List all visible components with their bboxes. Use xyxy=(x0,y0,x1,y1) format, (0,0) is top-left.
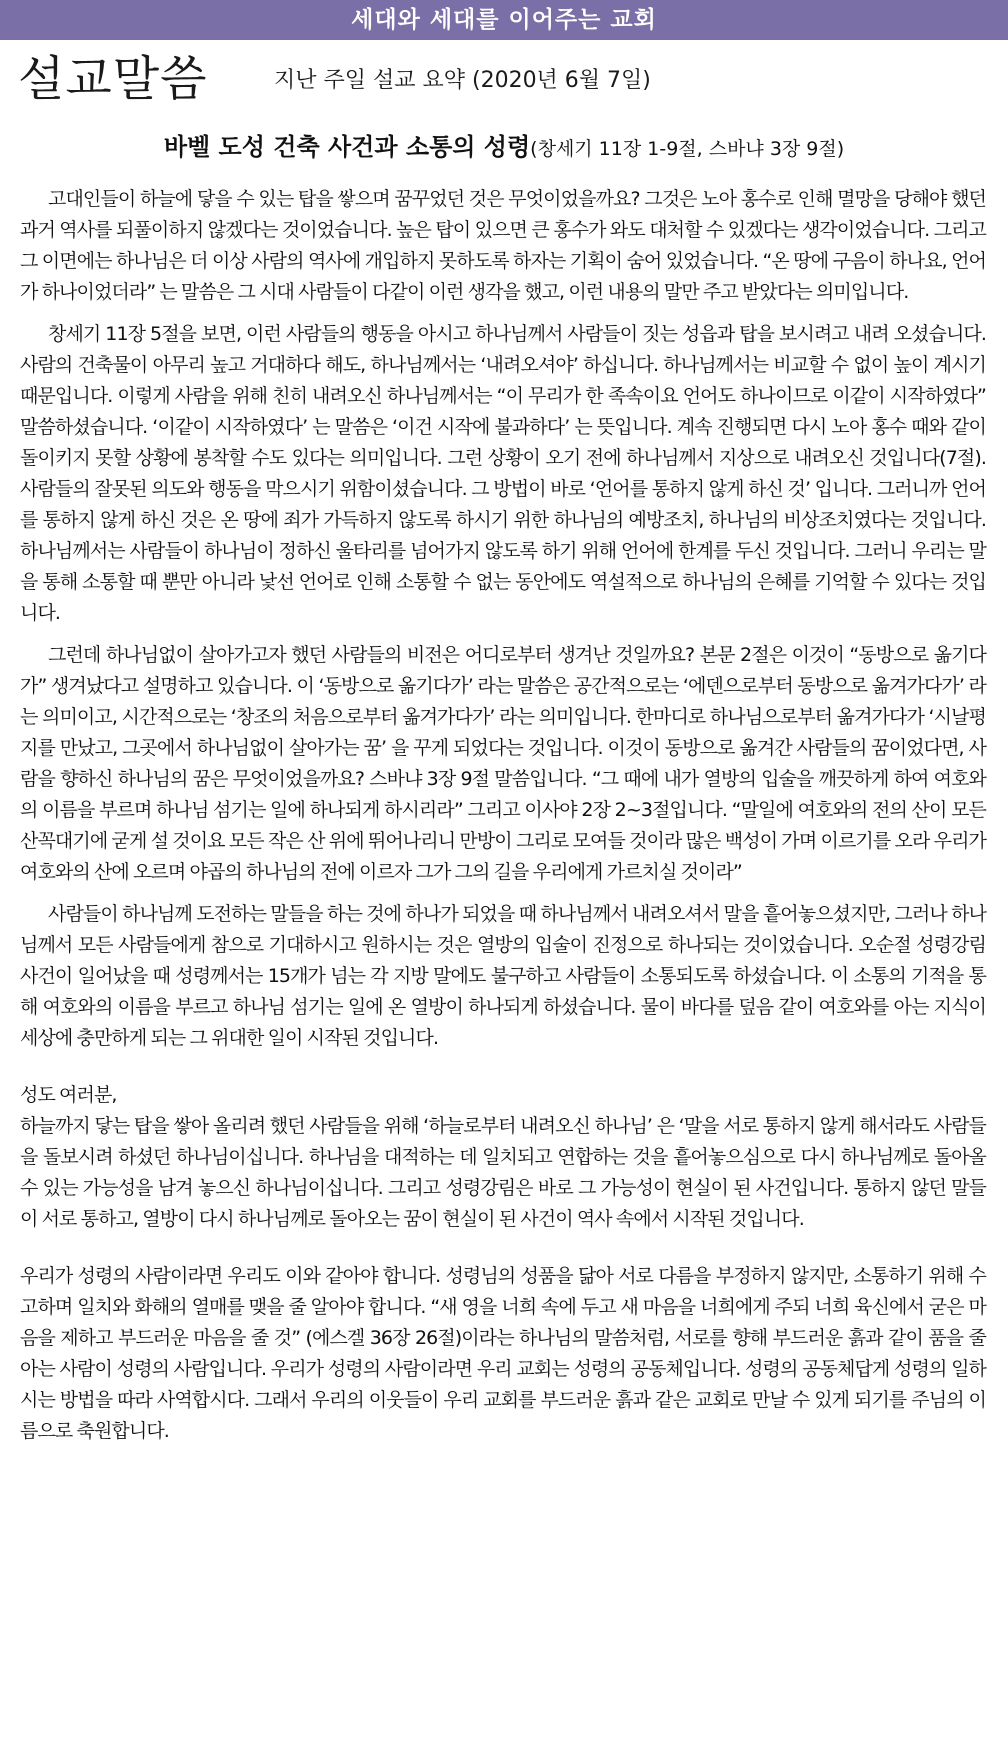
sermon-body xyxy=(20,184,986,1458)
sermon-scripture-reference: (창세기 11장 1-9절, 스바냐 3장 9절) xyxy=(530,138,845,160)
sermon-paragraph-3: 그런데 하나님없이 살아가고자 했던 사람들의 비전은 어디로부터 생겨난 것일까요? 본문 2절은 이것이 “동방으로 옮기다가” 생겨났다고 설명하고 있습니다. 이 ‘동방으로 옮기다가’ 라는 말씀은 공간적으로는 ‘에덴으로부터 동방으로 옮겨가다가’ 라는 의미이고, 시간적으로는 ‘창조의 처음으로부터 옮겨가다가’ 라는 의미입니다. 한마디로 하나님으로부터 옮겨가다가 ‘시날평지를 만났고, 그곳에서 하나님없이 살아가는 꿈’ 을 꾸게 되었다는 것입니다. 이것이 동방으로 옮겨간 사람들의 꿈이었다면, 사람을 향하신 하나님의 꿈은 무엇이었을까요? 스바냐 3장 9절 말씀입니다. “그 때에 내가 열방의 입술을 깨끗하게 하여 여호와의 이름을 부르며 하나님 섬기는 일에 하나되게 하시리라” 그리고 이사야 2장 2~3절입니다. “말일에 여호와의 전의 산이 모든 산꼭대기에 굳게 설 것이요 모든 작은 산 위에 뛰어나리니 만방이 그리로 모여들 것이라 많은 백성이 가며 이르기를 오라 우리가 여호와의 산에 오르며 야곱의 하나님의 전에 이르자 그가 그의 길을 우리에게 가르치실 것이라” xyxy=(20,644,986,883)
sermon-paragraph-1: 고대인들이 하늘에 닿을 수 있는 탑을 쌓으며 꿈꾸었던 것은 무엇이었을까요? 그것은 노아 홍수로 인해 멸망을 당해야 했던 과거 역사를 되풀이하지 않겠다는 것이었습니다. 높은 탑이 있으면 큰 홍수가 와도 대처할 수 있겠다는 생각이었습니다. 그리고 그 이면에는 하나님은 더 이상 사람의 역사에 개입하지 못하도록 하자는 기획이 숨어 있었습니다. “온 땅에 구음이 하나요, 언어가 하나이었더라” 는 말씀은 그 시대 사람들이 다같이 이런 생각을 했고, 이런 내용의 말만 주고 받았다는 의미입니다. xyxy=(20,188,986,303)
sermon-greeting: 성도 여러분, xyxy=(20,1084,117,1106)
church-banner: 세대와 세대를 이어주는 교회 xyxy=(0,0,1008,40)
sermon-paragraph-6: 우리가 성령의 사람이라면 우리도 이와 같아야 합니다. 성령님의 성품을 닮아 서로 다름을 부정하지 않지만, 소통하기 위해 수고하며 일치와 화해의 열매를 맺을 줄 알아야 합니다. “새 영을 너희 속에 두고 새 마음을 너희에게 주되 너희 육신에서 굳은 마음을 제하고 부드러운 마음을 줄 것” (에스겔 36장 26절)이라는 하나님의 말씀처럼, 서로를 향해 부드러운 흙과 같이 품을 줄 아는 사람이 성령의 사람입니다. 우리가 성령의 사람이라면 우리 교회는 성령의 공동체입니다. 성령의 공동체답게 성령의 일하시는 방법을 따라 사역합시다. 그래서 우리의 이웃들이 우리 교회를 부드러운 흙과 같은 교회로 만날 수 있게 되기를 주님의 이름으로 축원합니다. xyxy=(20,1265,986,1442)
sermon-heading xyxy=(0,128,1008,169)
sermon-title: 바벨 도성 건축 사건과 소통의 성령 xyxy=(163,133,531,161)
section-title: 설교말씀 xyxy=(18,51,208,107)
page-header xyxy=(18,46,998,114)
sermon-paragraph-5: 하늘까지 닿는 탑을 쌓아 올리려 했던 사람들을 위해 ‘하늘로부터 내려오신 하나님’ 은 ‘말을 서로 통하지 않게 해서라도 사람들을 돌보시려 하셨던 하나님이십니다. 하나님을 대적하는 데 일치되고 연합하는 것을 흩어놓으심으로 다시 하나님께로 돌아올 수 있는 가능성을 남겨 놓으신 하나님이십니다. 그리고 성령강림은 바로 그 가능성이 현실이 된 사건입니다. 통하지 않던 말들이 서로 통하고, 열방이 다시 하나님께로 돌아오는 꿈이 현실이 된 사건이 역사 속에서 시작된 것입니다. xyxy=(20,1115,986,1230)
sermon-paragraph-4: 사람들이 하나님께 도전하는 말들을 하는 것에 하나가 되었을 때 하나님께서 내려오셔서 말을 흩어놓으셨지만, 그러나 하나님께서 모든 사람들에게 참으로 기대하시고 원하시는 것은 열방의 입술이 진정으로 하나되는 것이었습니다. 오순절 성령강림사건이 일어났을 때 성령께서는 15개가 넘는 각 지방 말에도 불구하고 사람들이 소통되도록 하셨습니다. 이 소통의 기적을 통해 여호와의 이름을 부르고 하나님 섬기는 일에 온 열방이 하나되게 하셨습니다. 물이 바다를 덮음 같이 여호와를 아는 지식이 세상에 충만하게 되는 그 위대한 일이 시작된 것입니다. xyxy=(20,903,986,1049)
sermon-date-subtitle: 지난 주일 설교 요약 (2020년 6월 7일) xyxy=(274,68,651,93)
sermon-paragraph-2: 창세기 11장 5절을 보면, 이런 사람들의 행동을 아시고 하나님께서 사람들이 짓는 성읍과 탑을 보시려고 내려 오셨습니다. 사람의 건축물이 아무리 높고 거대하다 해도, 하나님께서는 ‘내려오셔야’ 하십니다. 하나님께서는 비교할 수 없이 높이 계시기 때문입니다. 이렇게 사람을 위해 친히 내려오신 하나님께서는 “이 무리가 한 족속이요 언어도 하나이므로 이같이 시작하였다” 말씀하셨습니다. ‘이같이 시작하였다’ 는 말씀은 ‘이건 시작에 불과하다’ 는 뜻입니다. 계속 진행되면 다시 노아 홍수 때와 같이 돌이키지 못할 상황에 봉착할 수도 있다는 의미입니다. 그런 상황이 오기 전에 하나님께서 지상으로 내려오신 것입니다(7절). 사람들의 잘못된 의도와 행동을 막으시기 위함이셨습니다. 그 방법이 바로 ‘언어를 통하지 않게 하신 것’ 입니다. 그러니까 언어를 통하지 않게 하신 것은 온 땅에 죄가 가득하지 않도록 하시기 위한 하나님의 예방조치, 하나님의 비상조치였다는 것입니다. 하나님께서는 사람들이 하나님이 정하신 울타리를 넘어가지 않도록 하기 위해 언어에 한계를 두신 것입니다. 그러니 우리는 말을 통해 소통할 때 뿐만 아니라 낯선 언어로 인해 소통할 수 없는 동안에도 역설적으로 하나님의 은혜를 기억할 수 있다는 것입니다. xyxy=(20,323,986,624)
